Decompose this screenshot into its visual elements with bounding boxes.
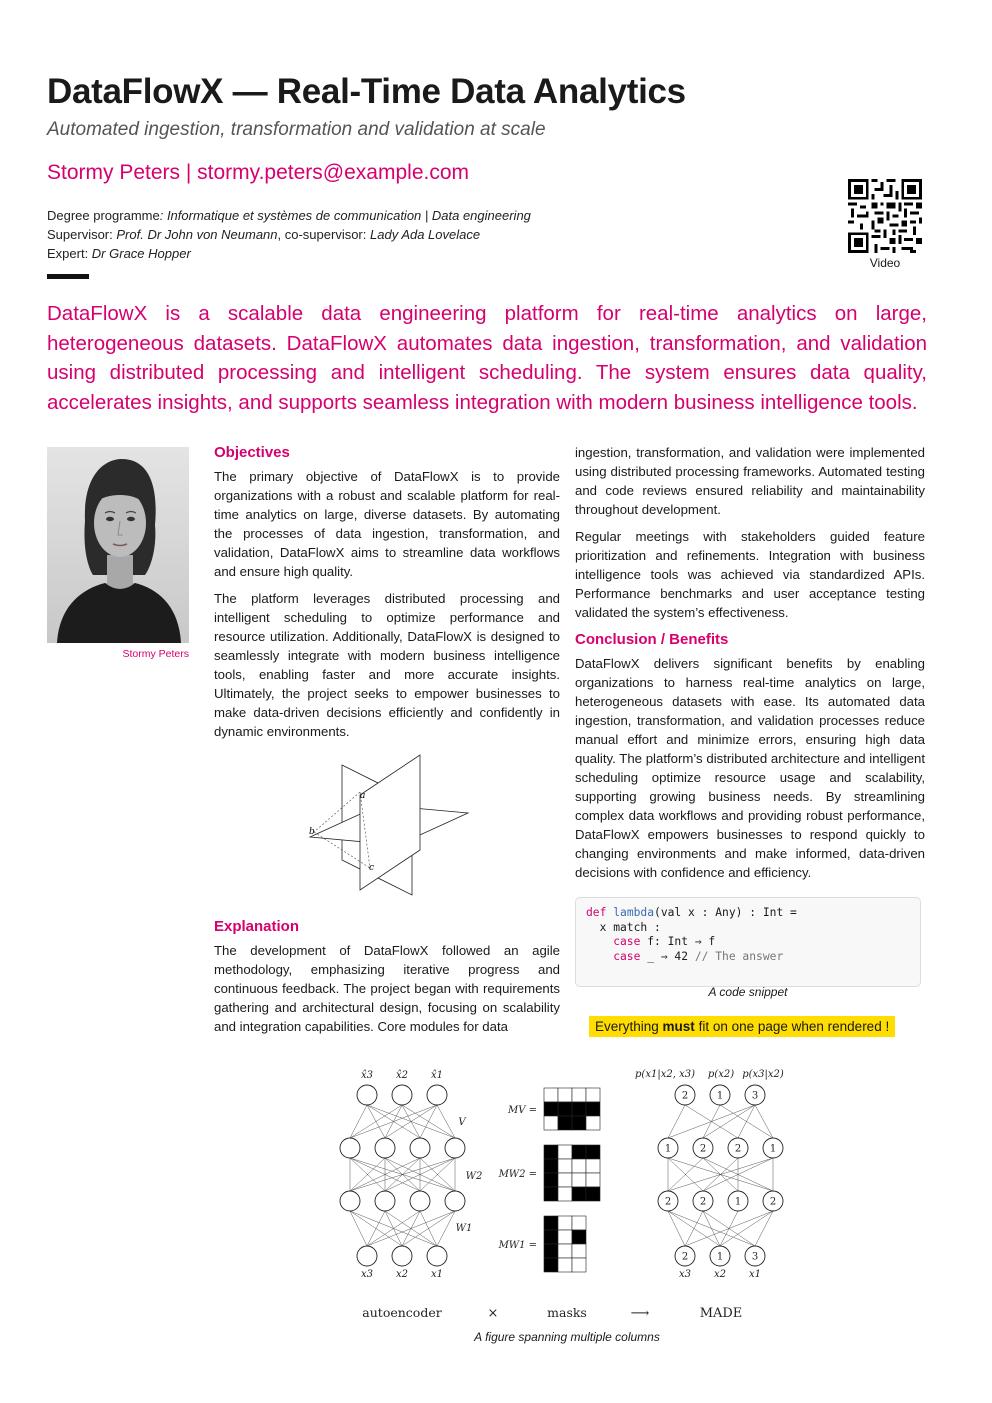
network-node (375, 1191, 395, 1211)
network-node (427, 1246, 447, 1266)
highlight-note: Everything must fit on one page when rendered ! (589, 1016, 895, 1037)
network-node (445, 1191, 465, 1211)
network-edge (367, 1105, 420, 1138)
mask-cell (572, 1216, 586, 1230)
qr-label: Video (869, 256, 901, 270)
mask-cell (544, 1258, 558, 1272)
mask-cell (544, 1159, 558, 1173)
made-output-label: p(x1|x2, x3) (635, 1069, 695, 1080)
supervisor-line: Supervisor: Prof. Dr John von Neumann, co-supervisor: Lady Ada Lovelace (47, 227, 481, 242)
objectives-paragraph: The primary objective of DataFlowX is to provide organizations with a robust and scalable platform for real-time analytics on large, diverse datasets. By automating the processes of data ingestion, transformation, and validation, DataFlowX aims to streamline data workflows and ensure high quality. (214, 469, 560, 579)
output-label: x̂1 (430, 1070, 444, 1081)
mask-cell (572, 1244, 586, 1258)
made-node-number: 2 (769, 1196, 777, 1208)
mask-cell (544, 1216, 558, 1230)
made-output-label: p(x2) (707, 1069, 735, 1080)
input-label: x3 (360, 1269, 374, 1280)
made-node-number: 1 (769, 1143, 777, 1155)
mask-cell (544, 1145, 558, 1159)
page-subtitle: Automated ingestion, transformation and validation at scale (47, 119, 546, 140)
input-label: x2 (395, 1269, 409, 1280)
author-photo (47, 447, 189, 643)
qr-code-icon[interactable] (848, 179, 922, 253)
mask-cell (586, 1102, 600, 1116)
network-edge (350, 1211, 437, 1246)
made-node-number: 2 (664, 1196, 672, 1208)
made-node-number: 2 (681, 1090, 689, 1102)
made-node-number: 2 (734, 1143, 742, 1155)
explanation-paragraph: Regular meetings with stakeholders guided feature prioritization and refinements. Integration with business intelligence tools was achieved via standardized APIs. Performance benchmarks and user acceptance testing validated the system’s effectiveness. (575, 529, 925, 620)
made-edge (755, 1211, 773, 1246)
code-snippet: def lambda(val x : Any) : Int = x match : case f: Int ⇒ f case _ ⇒ 42 // The answer (575, 897, 921, 987)
mask-label: MW1 = (498, 1240, 537, 1251)
mask-cell (586, 1145, 600, 1159)
mask-cell (544, 1173, 558, 1187)
made-node-number: 1 (716, 1090, 724, 1102)
made-node-number: 1 (716, 1251, 724, 1263)
figure-caption: A figure spanning multiple columns (474, 1330, 660, 1344)
network-node (340, 1191, 360, 1211)
portrait-image (47, 447, 189, 643)
autoencoder-label: autoencoder (362, 1305, 442, 1320)
made-input-label: x2 (713, 1269, 727, 1280)
right-column (575, 443, 925, 890)
made-node-number: 2 (681, 1251, 689, 1263)
network-node (357, 1246, 377, 1266)
made-edge (668, 1211, 685, 1246)
mask-cell (572, 1258, 586, 1272)
mask-cell (558, 1102, 572, 1116)
network-edge (437, 1211, 455, 1246)
author-line[interactable]: Stormy Peters | stormy.peters@example.com (47, 161, 469, 184)
mask-label: MV = (507, 1105, 537, 1116)
weight-label: W1 (455, 1223, 473, 1234)
made-input-label: x3 (678, 1269, 692, 1280)
made-node-number: 3 (751, 1090, 759, 1102)
plane-label-a: a (360, 791, 366, 801)
mask-cell (558, 1216, 572, 1230)
made-edge (668, 1105, 685, 1138)
explanation-paragraph-continued: ingestion, transformation, and validation were implemented using distributed processing frameworks. Automated testing and code reviews ensured reliability and maintainability throughout development. (575, 445, 925, 517)
mask-cell (586, 1088, 600, 1102)
network-edge (350, 1211, 402, 1246)
mask-cell (544, 1102, 558, 1116)
intersecting-planes-figure (300, 750, 475, 910)
project-meta (47, 206, 531, 263)
network-node (410, 1191, 430, 1211)
times-symbol: × (487, 1306, 499, 1321)
header-rule (47, 274, 89, 279)
mask-cell (544, 1116, 558, 1130)
network-edge (350, 1211, 367, 1246)
objectives-heading: Objectives (214, 444, 290, 461)
code-caption: A code snippet (708, 985, 788, 999)
made-edge (755, 1105, 773, 1138)
network-node (392, 1246, 412, 1266)
made-output-label: p(x3|x2) (742, 1069, 784, 1080)
weight-label: W2 (465, 1171, 483, 1182)
abstract: DataFlowX is a scalable data engineering platform for real-time analytics on large, heterogeneous datasets. DataFlowX automates data ingestion, transformation, and validation using distributed processing and intelligent scheduling. The system ensures data quality, accelerates insights, and supports seamless integration with modern business intelligence tools. (47, 302, 927, 414)
explanation-section (214, 917, 560, 1044)
made-node-number: 2 (699, 1196, 707, 1208)
objectives-section (214, 443, 560, 749)
mask-cell (558, 1244, 572, 1258)
conclusion-heading: Conclusion / Benefits (575, 631, 729, 648)
network-node (445, 1138, 465, 1158)
network-node (427, 1085, 447, 1105)
mask-cell (572, 1187, 586, 1201)
mask-cell (572, 1173, 586, 1187)
arrow-symbol: ⟶ (630, 1306, 650, 1321)
mask-cell (586, 1173, 600, 1187)
mask-cell (558, 1187, 572, 1201)
network-edge (385, 1211, 437, 1246)
made-edge (720, 1105, 773, 1138)
network-edge (420, 1211, 437, 1246)
masks-label: masks (547, 1305, 587, 1320)
mask-cell (572, 1145, 586, 1159)
input-label: x1 (430, 1269, 444, 1280)
objectives-paragraph: The platform leverages distributed processing and intelligent scheduling to optimize performance and resource utilization. Additionally, DataFlowX is designed to seamlessly integrate with modern business intelligence tools, enabling faster and more accurate insights. Ultimately, the project seeks to empower businesses to make data-driven decisions efficiently and confidently in dynamic environments. (214, 591, 560, 739)
mask-cell (544, 1230, 558, 1244)
made-label: MADE (699, 1306, 743, 1321)
mask-cell (586, 1159, 600, 1173)
page-title: DataFlowX — Real-Time Data Analytics (47, 72, 686, 111)
mask-cell (558, 1159, 572, 1173)
mask-cell (544, 1187, 558, 1201)
weight-label: V (458, 1117, 466, 1128)
mask-cell (558, 1230, 572, 1244)
made-figure (300, 1060, 834, 1325)
photo-caption: Stormy Peters (122, 648, 189, 660)
plane-label-b: b (309, 827, 315, 837)
network-edge (437, 1105, 455, 1138)
mask-cell (586, 1116, 600, 1130)
network-node (340, 1138, 360, 1158)
made-node-number: 1 (664, 1143, 672, 1155)
mask-cell (586, 1187, 600, 1201)
mask-cell (572, 1230, 586, 1244)
explanation-heading: Explanation (214, 918, 300, 935)
mask-cell (558, 1116, 572, 1130)
network-node (392, 1085, 412, 1105)
made-edge (703, 1211, 755, 1246)
mask-cell (558, 1145, 572, 1159)
network-node (375, 1138, 395, 1158)
explanation-paragraph: The development of DataFlowX followed an agile methodology, emphasizing iterative progress and continuous feedback. The project began with requirements gathering and architectural design, focusing on scalability and integration capabilities. Core modules for data (214, 943, 560, 1034)
mask-cell (544, 1088, 558, 1102)
mask-cell (544, 1244, 558, 1258)
network-node (357, 1085, 377, 1105)
made-edge (668, 1211, 720, 1246)
mask-label: MW2 = (498, 1169, 537, 1180)
mask-cell (572, 1102, 586, 1116)
mask-cell (572, 1159, 586, 1173)
made-node-number: 1 (734, 1196, 742, 1208)
network-edge (367, 1105, 385, 1138)
plane-label-c: c (369, 863, 375, 873)
network-edge (367, 1105, 455, 1138)
network-edge (350, 1105, 367, 1138)
mask-cell (558, 1173, 572, 1187)
mask-cell (572, 1116, 586, 1130)
mask-cell (558, 1258, 572, 1272)
output-label: x̂3 (360, 1070, 374, 1081)
degree-line: Degree programme: Informatique et systèmes de communication | Data engineering (47, 208, 531, 223)
expert-line: Expert: Dr Grace Hopper (47, 246, 191, 261)
conclusion-paragraph: DataFlowX delivers significant benefits by enabling organizations to harness real-time analytics on large, heterogeneous datasets with ease. Its automated data ingestion, transformation, and validation processes reduce manual effort and minimize errors, ensuring high data quality. The platform’s distributed architecture and intelligent scheduling optimize resource usage and scalability, supporting growing business needs. By streamlining complex data workflows and providing robust performance, DataFlowX empowers businesses to respond quickly to changing environments and make informed, data-driven decisions with confidence and efficiency. (575, 656, 925, 880)
made-edge (668, 1211, 755, 1246)
network-edge (402, 1105, 455, 1138)
made-edge (685, 1105, 738, 1138)
mask-cell (572, 1088, 586, 1102)
made-edge (720, 1211, 773, 1246)
made-input-label: x1 (748, 1269, 762, 1280)
network-node (410, 1138, 430, 1158)
mask-cell (558, 1088, 572, 1102)
made-node-number: 3 (751, 1251, 759, 1263)
output-label: x̂2 (395, 1070, 409, 1081)
made-node-number: 2 (699, 1143, 707, 1155)
